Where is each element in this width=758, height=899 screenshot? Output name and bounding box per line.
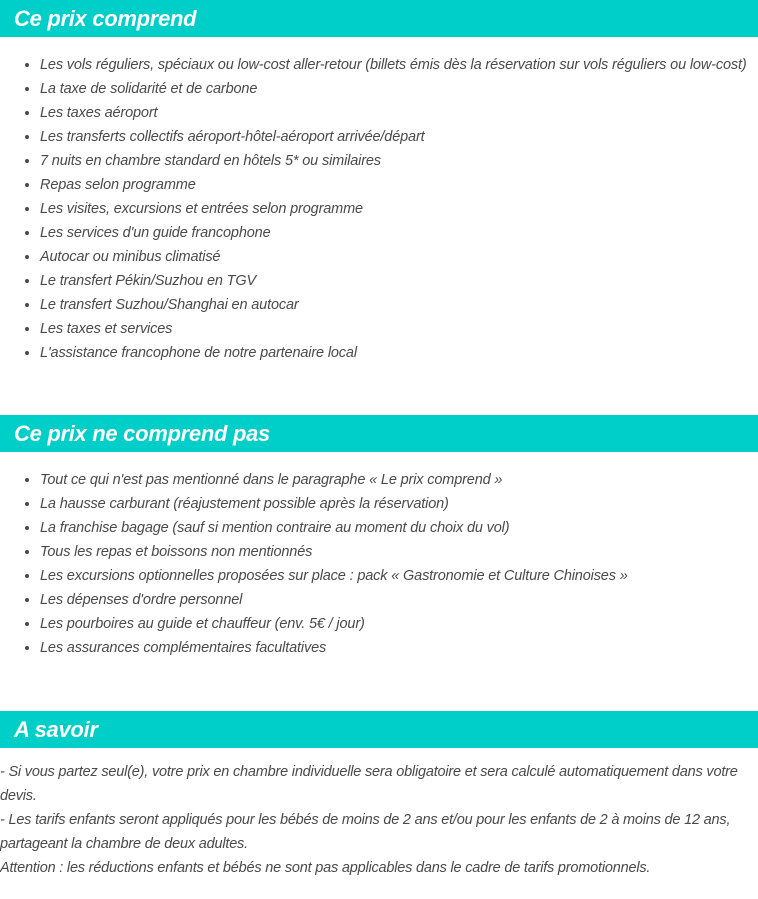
list-item [0,612,628,636]
list-item [0,341,747,365]
bullet-icon [25,622,29,626]
list-item-label: Les pourboires au guide et chauffeur (env. 5€ / jour) [40,616,365,632]
bullet-icon [25,646,29,650]
list-item-label: La hausse carburant (réajustement possible après la réservation) [40,496,449,512]
notes-body [0,760,758,880]
list-item [0,540,628,564]
list-item [0,77,747,101]
list-item [0,293,747,317]
section-title-included: Ce prix comprend [14,5,197,31]
bullet-icon [25,550,29,554]
excluded-items-list [0,468,628,660]
list-item [0,245,747,269]
list-item [0,516,628,540]
list-item [0,101,747,125]
bullet-icon [25,87,29,91]
list-item [0,492,628,516]
bullet-icon [25,598,29,602]
list-item-label: Les assurances complémentaires facultatives [40,640,327,656]
note-paragraph: - Si vous partez seul(e), votre prix en chambre individuelle sera obligatoire et sera calculé automatiquement dans votre devis. [0,764,738,804]
list-item-label: L'assistance francophone de notre partenaire local [40,345,357,361]
list-item [0,269,747,293]
list-item-label: Les visites, excursions et entrées selon programme [40,201,363,217]
list-item-label: Tous les repas et boissons non mentionnés [40,544,313,560]
note-paragraph: Attention : les réductions enfants et bébés ne sont pas applicables dans le cadre de tarifs promotionnels. [0,860,651,876]
list-item [0,125,747,149]
section-header-included [0,0,758,37]
bullet-icon [25,502,29,506]
section-header-excluded [0,415,758,452]
list-item-label: La taxe de solidarité et de carbone [40,81,258,97]
bullet-icon [25,159,29,163]
included-items-list [0,53,747,365]
list-item [0,636,628,660]
list-item [0,197,747,221]
list-item [0,564,628,588]
list-item-label: Tout ce qui n'est pas mentionné dans le paragraphe « Le prix comprend » [40,472,503,488]
note-paragraph: - Les tarifs enfants seront appliqués pour les bébés de moins de 2 ans et/ou pour les enfants de 2 à moins de 12 ans, partageant la chambre de deux adultes. [0,812,731,852]
list-item [0,317,747,341]
bullet-icon [25,303,29,307]
list-item-label: Le transfert Pékin/Suzhou en TGV [40,273,257,289]
list-item [0,149,747,173]
bullet-icon [25,63,29,67]
list-item [0,221,747,245]
bullet-icon [25,135,29,139]
list-item-label: Autocar ou minibus climatisé [40,249,221,265]
list-item [0,173,747,197]
bullet-icon [25,207,29,211]
list-item [0,53,747,77]
list-item-label: Les services d'un guide francophone [40,225,271,241]
list-item-label: Le transfert Suzhou/Shanghai en autocar [40,297,299,313]
section-title-excluded: Ce prix ne comprend pas [14,420,270,446]
list-item-label: Les taxes aéroport [40,105,158,121]
list-item-label: Repas selon programme [40,177,196,193]
list-item [0,468,628,492]
bullet-icon [25,111,29,115]
bullet-icon [25,231,29,235]
list-item-label: Les excursions optionnelles proposées sur place : pack « Gastronomie et Culture Chinoises » [40,568,628,584]
bullet-icon [25,526,29,530]
section-title-notes: A savoir [14,716,98,742]
section-header-notes [0,711,758,748]
bullet-icon [25,327,29,331]
list-item-label: Les vols réguliers, spéciaux ou low-cost aller-retour (billets émis dès la réservation sur vols réguliers ou low-cost) [40,57,747,73]
list-item-label: Les dépenses d'ordre personnel [40,592,243,608]
bullet-icon [25,351,29,355]
list-item-label: Les taxes et services [40,321,173,337]
bullet-icon [25,255,29,259]
bullet-icon [25,279,29,283]
bullet-icon [25,574,29,578]
bullet-icon [25,183,29,187]
list-item-label: La franchise bagage (sauf si mention contraire au moment du choix du vol) [40,520,510,536]
list-item-label: 7 nuits en chambre standard en hôtels 5* ou similaires [40,153,381,169]
bullet-icon [25,478,29,482]
list-item-label: Les transferts collectifs aéroport-hôtel-aéroport arrivée/départ [40,129,425,145]
list-item [0,588,628,612]
